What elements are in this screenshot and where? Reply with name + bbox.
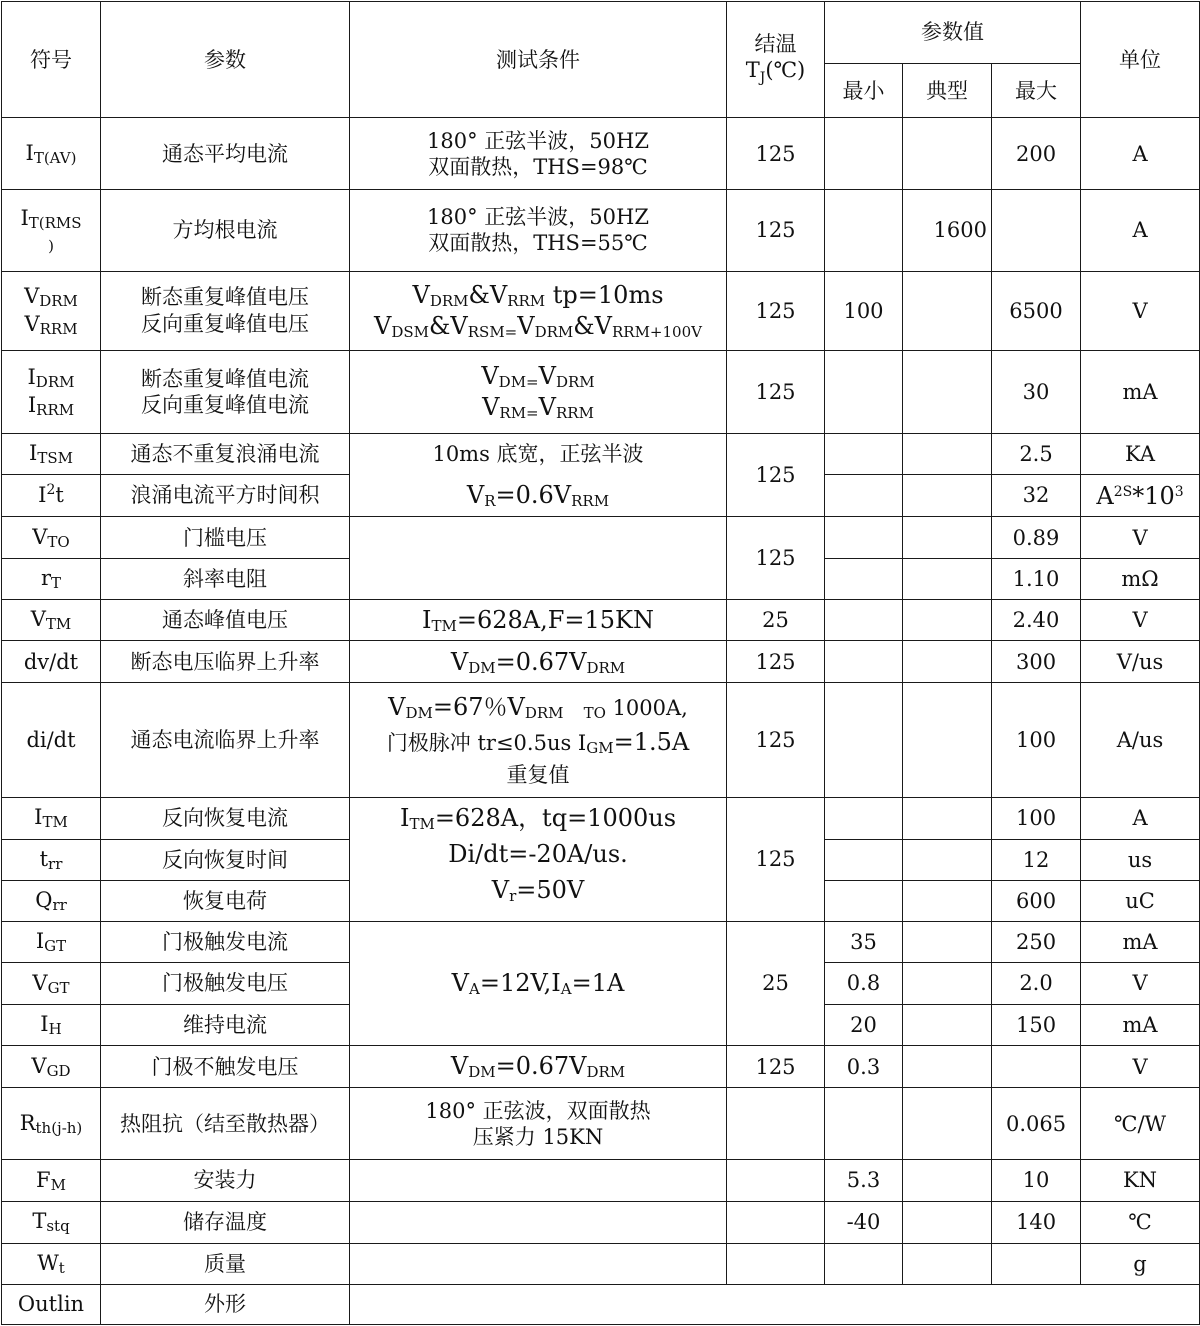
unit-cell: A [1081, 118, 1200, 190]
parameter-cell: 反向恢复时间 [101, 839, 350, 880]
max-cell: 12 [992, 839, 1081, 880]
table-row [2, 1201, 1200, 1243]
symbol-cell: $t_{rr}$ [2, 839, 101, 880]
condition-cell: 10ms 底宽，正弦半波 [350, 433, 727, 474]
unit-cell: mA [1081, 1005, 1200, 1046]
parameter-cell: 通态电流临界上升率 [101, 683, 350, 797]
max-cell: 6500 [992, 271, 1081, 350]
table-row [2, 1243, 1200, 1284]
tj-cell [727, 1243, 825, 1284]
unit-cell: A [1081, 190, 1200, 271]
symbol-cell: dv/dt [2, 641, 101, 683]
unit-cell: uC [1081, 880, 1200, 921]
typ-cell [903, 1160, 992, 1201]
unit-cell: g [1081, 1243, 1200, 1284]
typ-cell [903, 1046, 992, 1088]
condition-cell: $V_{DM}=0.67V_{DRM}$ [350, 1046, 727, 1088]
symbol-cell: $W_t$ [2, 1243, 101, 1284]
min-cell [825, 797, 903, 839]
parameter-cell: 外形 [101, 1284, 350, 1324]
unit-cell: V [1081, 600, 1200, 641]
min-cell [825, 641, 903, 683]
symbol-cell: $R_{th(j-h)}$ [2, 1088, 101, 1160]
min-cell [825, 559, 903, 600]
unit-cell: mΩ [1081, 559, 1200, 600]
max-cell: 0.065 [992, 1088, 1081, 1160]
table-row [2, 641, 1200, 683]
unit-cell: ℃ [1081, 1201, 1200, 1243]
symbol-cell: $V_{DRM}$ $V_{RRM}$ [2, 271, 101, 350]
header-typ: 典型 [903, 64, 992, 118]
max-cell: 140 [992, 1201, 1081, 1243]
symbol-cell: $T_{stq}$ [2, 1201, 101, 1243]
symbol-cell: $V_{GT}$ [2, 963, 101, 1005]
unit-cell: V [1081, 517, 1200, 559]
min-cell [825, 839, 903, 880]
symbol-cell: $V_{GD}$ [2, 1046, 101, 1088]
unit-cell: KN [1081, 1160, 1200, 1201]
tj-cell: 125 [727, 517, 825, 600]
typ-cell [903, 839, 992, 880]
parameter-cell: 通态峰值电压 [101, 600, 350, 641]
typ-cell [903, 683, 992, 797]
symbol-cell: $I_{T(AV)}$ [2, 118, 101, 190]
max-cell: 250 [992, 921, 1081, 962]
unit-cell: KA [1081, 433, 1200, 474]
min-cell: 0.3 [825, 1046, 903, 1088]
table-row [2, 118, 1200, 190]
typ-cell [903, 559, 992, 600]
min-cell: 100 [825, 271, 903, 350]
table-row [2, 1046, 1200, 1088]
max-cell [992, 1046, 1081, 1088]
tj-cell: 25 [727, 600, 825, 641]
typ-cell [903, 475, 992, 517]
typ-cell [903, 921, 992, 962]
table-row [2, 190, 1200, 271]
parameter-cell: 门槛电压 [101, 517, 350, 559]
unit-cell: V [1081, 1046, 1200, 1088]
max-cell: 10 [992, 1160, 1081, 1201]
parameter-cell: 门极触发电压 [101, 963, 350, 1005]
table-row [2, 1284, 1200, 1324]
parameter-cell: 浪涌电流平方时间积 [101, 475, 350, 517]
min-cell: 5.3 [825, 1160, 903, 1201]
typ-cell [903, 880, 992, 921]
min-cell [825, 118, 903, 190]
typ-cell [903, 1243, 992, 1284]
tj-cell: 125 [727, 350, 825, 433]
table-row [2, 433, 1200, 474]
parameter-cell: 断态重复峰值电压 反向重复峰值电压 [101, 271, 350, 350]
typ-cell [903, 1088, 992, 1160]
symbol-cell: di/dt [2, 683, 101, 797]
parameter-cell: 通态平均电流 [101, 118, 350, 190]
max-cell: 2.5 [992, 433, 1081, 474]
max-cell: 32 [992, 475, 1081, 517]
table-row [2, 600, 1200, 641]
unit-cell: us [1081, 839, 1200, 880]
parameter-cell: 热阻抗（结至散热器） [101, 1088, 350, 1160]
tj-cell [727, 1201, 825, 1243]
unit-cell: mA [1081, 350, 1200, 433]
min-cell: 20 [825, 1005, 903, 1046]
min-cell: 35 [825, 921, 903, 962]
parameter-cell: 断态重复峰值电流 反向重复峰值电流 [101, 350, 350, 433]
typ-cell [903, 797, 992, 839]
symbol-cell: $I_{T(RMS}$ ) [2, 190, 101, 271]
header-max: 最大 [992, 64, 1081, 118]
min-cell [825, 1243, 903, 1284]
typ-cell: 1600 [903, 190, 992, 271]
typ-cell [903, 641, 992, 683]
parameter-cell: 方均根电流 [101, 190, 350, 271]
symbol-cell: Outlin [2, 1284, 101, 1324]
parameter-cell: 安装力 [101, 1160, 350, 1201]
table-row [2, 1160, 1200, 1201]
max-cell: 150 [992, 1005, 1081, 1046]
parameter-cell: 维持电流 [101, 1005, 350, 1046]
table-row [2, 1088, 1200, 1160]
condition-cell: 180° 正弦半波，50HZ 双面散热，THS=98℃ [350, 118, 727, 190]
min-cell [825, 475, 903, 517]
max-cell: 1.10 [992, 559, 1081, 600]
table-row [2, 797, 1200, 839]
max-cell [992, 1243, 1081, 1284]
condition-cell: $V_{DRM}\&V_{RRM}$ tp=10ms $V_{DSM}\&V_{RSM=}V_{DRM}\&V_{RRM+100V}$ [350, 271, 727, 350]
tj-cell: 125 [727, 190, 825, 271]
max-cell: 200 [992, 118, 1081, 190]
table-row [2, 683, 1200, 797]
unit-cell: A [1081, 797, 1200, 839]
symbol-cell: $V_{TO}$ [2, 517, 101, 559]
tj-cell: 125 [727, 118, 825, 190]
typ-cell [903, 118, 992, 190]
condition-cell: 180° 正弦波，双面散热 压紧力 15KN [350, 1088, 727, 1160]
parameter-cell: 通态不重复浪涌电流 [101, 433, 350, 474]
tj-cell: 125 [727, 271, 825, 350]
max-cell: 100 [992, 797, 1081, 839]
outline-cell [350, 1284, 1200, 1324]
typ-cell [903, 600, 992, 641]
tj-cell: 125 [727, 683, 825, 797]
condition-cell: $I_{TM}=628A$，tq=1000us Di/dt=-20A/us. $V_r=50V$ [350, 797, 727, 921]
condition-cell [350, 1201, 727, 1243]
min-cell: 0.8 [825, 963, 903, 1005]
tj-cell: 125 [727, 1046, 825, 1088]
condition-cell [350, 517, 727, 600]
symbol-cell: $I_{GT}$ [2, 921, 101, 962]
max-cell: 30 [992, 350, 1081, 433]
tj-cell: 25 [727, 921, 825, 1045]
unit-cell: V/us [1081, 641, 1200, 683]
parameter-cell: 门极触发电流 [101, 921, 350, 962]
parameter-cell: 恢复电荷 [101, 880, 350, 921]
max-cell: 2.40 [992, 600, 1081, 641]
tj-cell: 125 [727, 797, 825, 921]
max-cell: 600 [992, 880, 1081, 921]
condition-cell: $V_{DM=}V_{DRM}$ $V_{RM=}V_{RRM}$ [350, 350, 727, 433]
min-cell [825, 190, 903, 271]
typ-cell [903, 1005, 992, 1046]
max-cell: 2.0 [992, 963, 1081, 1005]
tj-cell: 125 [727, 641, 825, 683]
parameter-cell: 质量 [101, 1243, 350, 1284]
typ-cell [903, 350, 992, 433]
symbol-cell: $I_{TM}$ [2, 797, 101, 839]
min-cell [825, 880, 903, 921]
header-unit: 单位 [1081, 2, 1200, 118]
symbol-cell: $I_{DRM}$ $I_{RRM}$ [2, 350, 101, 433]
min-cell [825, 517, 903, 559]
parameter-cell: 斜率电阻 [101, 559, 350, 600]
header-values: 参数值 [825, 2, 1081, 64]
condition-cell [350, 1243, 727, 1284]
header-condition: 测试条件 [350, 2, 727, 118]
typ-cell [903, 271, 992, 350]
condition-cell: $V_A=12V,I_A=1A$ [350, 921, 727, 1045]
min-cell [825, 1088, 903, 1160]
header-parameter: 参数 [101, 2, 350, 118]
unit-cell: A/us [1081, 683, 1200, 797]
unit-cell: $A^{2S}*10^3$ [1081, 475, 1200, 517]
table-row [2, 475, 1200, 517]
table-row [2, 921, 1200, 962]
header-min: 最小 [825, 64, 903, 118]
symbol-cell: $F_M$ [2, 1160, 101, 1201]
tj-cell: 125 [727, 433, 825, 516]
typ-cell [903, 1201, 992, 1243]
typ-cell [903, 963, 992, 1005]
max-cell: 100 [992, 683, 1081, 797]
unit-cell: V [1081, 963, 1200, 1005]
max-cell: 300 [992, 641, 1081, 683]
header-junction-temp [727, 2, 825, 118]
table-row [2, 517, 1200, 559]
symbol-cell: $I^2t$ [2, 475, 101, 517]
max-cell [992, 190, 1081, 271]
parameter-cell: 储存温度 [101, 1201, 350, 1243]
parameter-cell: 反向恢复电流 [101, 797, 350, 839]
symbol-cell: $I_H$ [2, 1005, 101, 1046]
unit-cell: V [1081, 271, 1200, 350]
table-row [2, 350, 1200, 433]
min-cell [825, 350, 903, 433]
header-symbol: 符号 [2, 2, 101, 118]
min-cell [825, 600, 903, 641]
symbol-cell: $r_T$ [2, 559, 101, 600]
header-tj-line2: $T_J(℃)$ [745, 58, 806, 87]
symbol-cell: $V_{TM}$ [2, 600, 101, 641]
condition-cell [350, 1160, 727, 1201]
condition-cell: $I_{TM}=628A,F=15KN$ [350, 600, 727, 641]
typ-cell [903, 517, 992, 559]
condition-cell: $V_R=0.6V_{RRM}$ [350, 475, 727, 517]
header-tj-line1: 结温 [754, 32, 797, 57]
tj-cell [727, 1088, 825, 1160]
condition-cell: $V_{DM}=0.67V_{DRM}$ [350, 641, 727, 683]
spec-table [1, 1, 1200, 1325]
table-row [2, 271, 1200, 350]
condition-cell: 180° 正弦半波，50HZ 双面散热，THS=55℃ [350, 190, 727, 271]
condition-cell: $V_{DM}=67$％$V_{DRM}$ $_{TO}$ 1000A, 门极脉冲 tr≤0.5us $I_{GM}=1.5A$ 重复值 [350, 683, 727, 797]
max-cell: 0.89 [992, 517, 1081, 559]
parameter-cell: 断态电压临界上升率 [101, 641, 350, 683]
parameter-cell: 门极不触发电压 [101, 1046, 350, 1088]
typ-cell [903, 433, 992, 474]
symbol-cell: $I_{TSM}$ [2, 433, 101, 474]
tj-cell [727, 1160, 825, 1201]
unit-cell: mA [1081, 921, 1200, 962]
min-cell [825, 433, 903, 474]
min-cell [825, 683, 903, 797]
min-cell: -40 [825, 1201, 903, 1243]
unit-cell: ℃/W [1081, 1088, 1200, 1160]
symbol-cell: $Q_{rr}$ [2, 880, 101, 921]
